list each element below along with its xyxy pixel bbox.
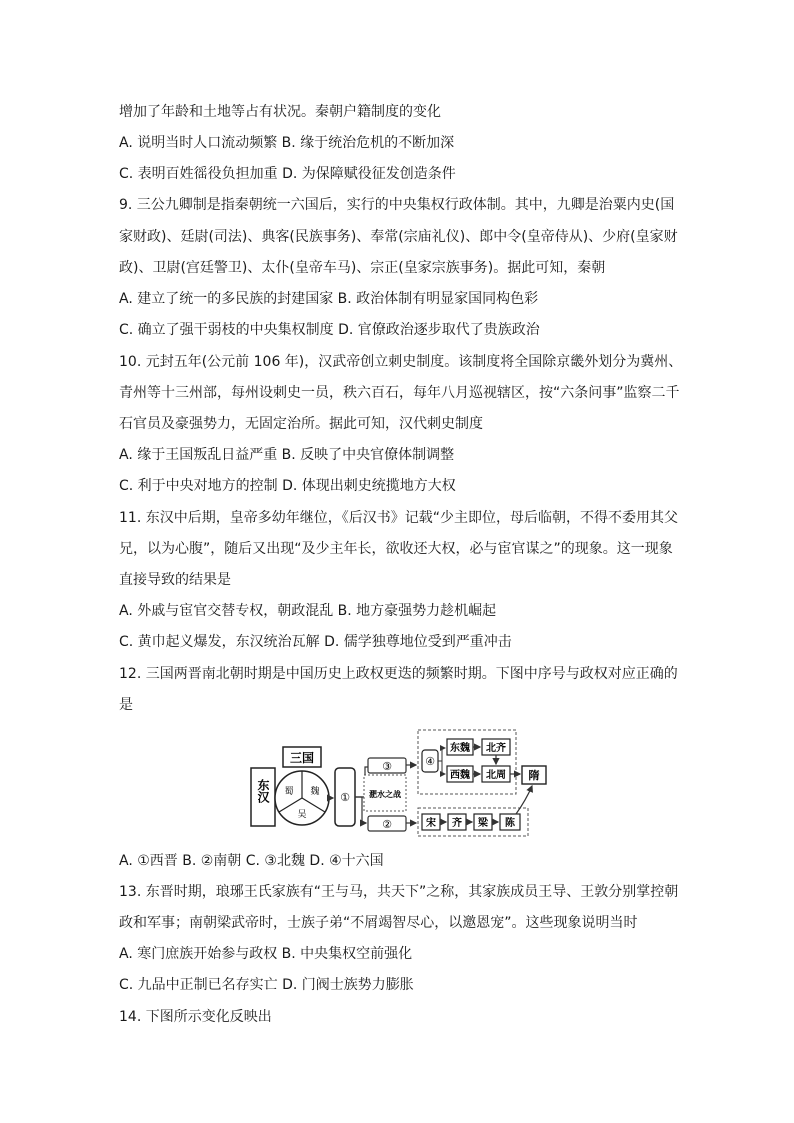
beiqi-label: 北齐 <box>486 743 506 754</box>
donghan-label: 东汉 <box>256 779 270 803</box>
option-line: A. 缘于王国叛乱日益严重 B. 反映了中央官僚体制调整 <box>119 447 455 463</box>
dongwei-label: 东魏 <box>450 743 470 754</box>
sui-label: 隋 <box>528 769 540 782</box>
text-line: 直接导致的结果是 <box>119 572 231 588</box>
song-label: 宋 <box>426 818 436 829</box>
text-line: 政)、卫尉(宫廷警卫)、太仆(皇帝车马)、宗正(皇家宗族事务)。据此可知，秦朝 <box>119 260 606 276</box>
question-12: 12. 三国两晋南北朝时期是中国历史上政权更迭的频繁时期。下图中序号与政权对应正确的 <box>119 666 678 682</box>
text-line: 青州等十三州部，每州设刺史一员，秩六百石，每年八月巡视辖区，按“六条问事”监察二千 <box>119 385 680 401</box>
sanguo-label: 三国 <box>289 751 315 765</box>
option-line: C. 黄巾起义爆发，东汉统治瓦解 D. 儒学独尊地位受到严重冲击 <box>119 634 512 650</box>
question-13: 13. 东晋时期，琅琊王氏家族有“王与马，共天下”之称，其家族成员王导、王敦分别掌控朝 <box>119 884 679 900</box>
question-9: 9. 三公九卿制是指秦朝统一六国后，实行的中央集权行政体制。其中，九卿是治粟内史(国 <box>119 197 675 213</box>
num2-label: ② <box>382 818 392 831</box>
qi-label: 齐 <box>452 818 462 829</box>
question-14: 14. 下图所示变化反映出 <box>119 1009 272 1025</box>
xiwei-label: 西魏 <box>450 770 470 781</box>
feishui-label: 淝水之战 <box>369 790 401 799</box>
text-line: 增加了年龄和土地等占有状况。秦朝户籍制度的变化 <box>119 104 441 120</box>
wu-label: 吴 <box>297 810 307 820</box>
option-line: A. 外戚与宦官交替专权，朝政混乱 B. 地方豪强势力趁机崛起 <box>119 603 497 619</box>
option-line: C. 确立了强干弱枝的中央集权制度 D. 官僚政治逐步取代了贵族政治 <box>119 322 540 338</box>
text-line: 家财政)、廷尉(司法)、典客(民族事务)、奉常(宗庙礼仪)、郎中令(皇帝侍从)、少府(皇家财 <box>119 229 678 245</box>
option-line: C. 利于中央对地方的控制 D. 体现出刺史统揽地方大权 <box>119 478 456 494</box>
num1-label: ① <box>340 791 350 804</box>
chen-label: 陈 <box>505 818 515 829</box>
text-line: 政和军事；南朝梁武帝时，士族子弟“不屑竭智尽心，以邀恩宠”。这些现象说明当时 <box>119 915 638 931</box>
option-line: A. 建立了统一的多民族的封建国家 B. 政治体制有明显家国同构色彩 <box>119 291 539 307</box>
option-line: A. ①西晋 B. ②南朝 C. ③北魏 D. ④十六国 <box>119 853 384 869</box>
shu-label: 蜀 <box>284 787 294 797</box>
dynasty-flow-diagram <box>250 728 550 840</box>
liang-label: 梁 <box>478 818 488 829</box>
text-line: 是 <box>119 697 133 713</box>
option-line: A. 寒门庶族开始参与政权 B. 中央集权空前强化 <box>119 946 413 962</box>
text-line: 兄，以为心腹”，随后又出现“及少主年长，欲收还大权，必与宦官谋之”的现象。这一现象 <box>119 541 673 557</box>
option-line: C. 表明百姓徭役负担加重 D. 为保障赋役征发创造条件 <box>119 166 456 182</box>
question-11: 11. 东汉中后期，皇帝多幼年继位，《后汉书》记载“少主即位，母后临朝，不得不委用其父 <box>119 510 678 526</box>
question-10: 10. 元封五年(公元前 106 年)，汉武帝创立刺史制度。该制度将全国除京畿外划分为冀州、 <box>119 354 683 370</box>
text-line: 石官员及豪强势力，无固定治所。据此可知，汉代刺史制度 <box>119 416 483 432</box>
num4-label: ④ <box>425 755 435 768</box>
option-line: A. 说明当时人口流动频繁 B. 缘于统治危机的不断加深 <box>119 135 455 151</box>
num3-label: ③ <box>382 760 392 773</box>
wei-label: 魏 <box>310 787 320 797</box>
beizhou-label: 北周 <box>486 770 506 781</box>
option-line: C. 九品中正制已名存实亡 D. 门阀士族势力膨胀 <box>119 977 414 993</box>
